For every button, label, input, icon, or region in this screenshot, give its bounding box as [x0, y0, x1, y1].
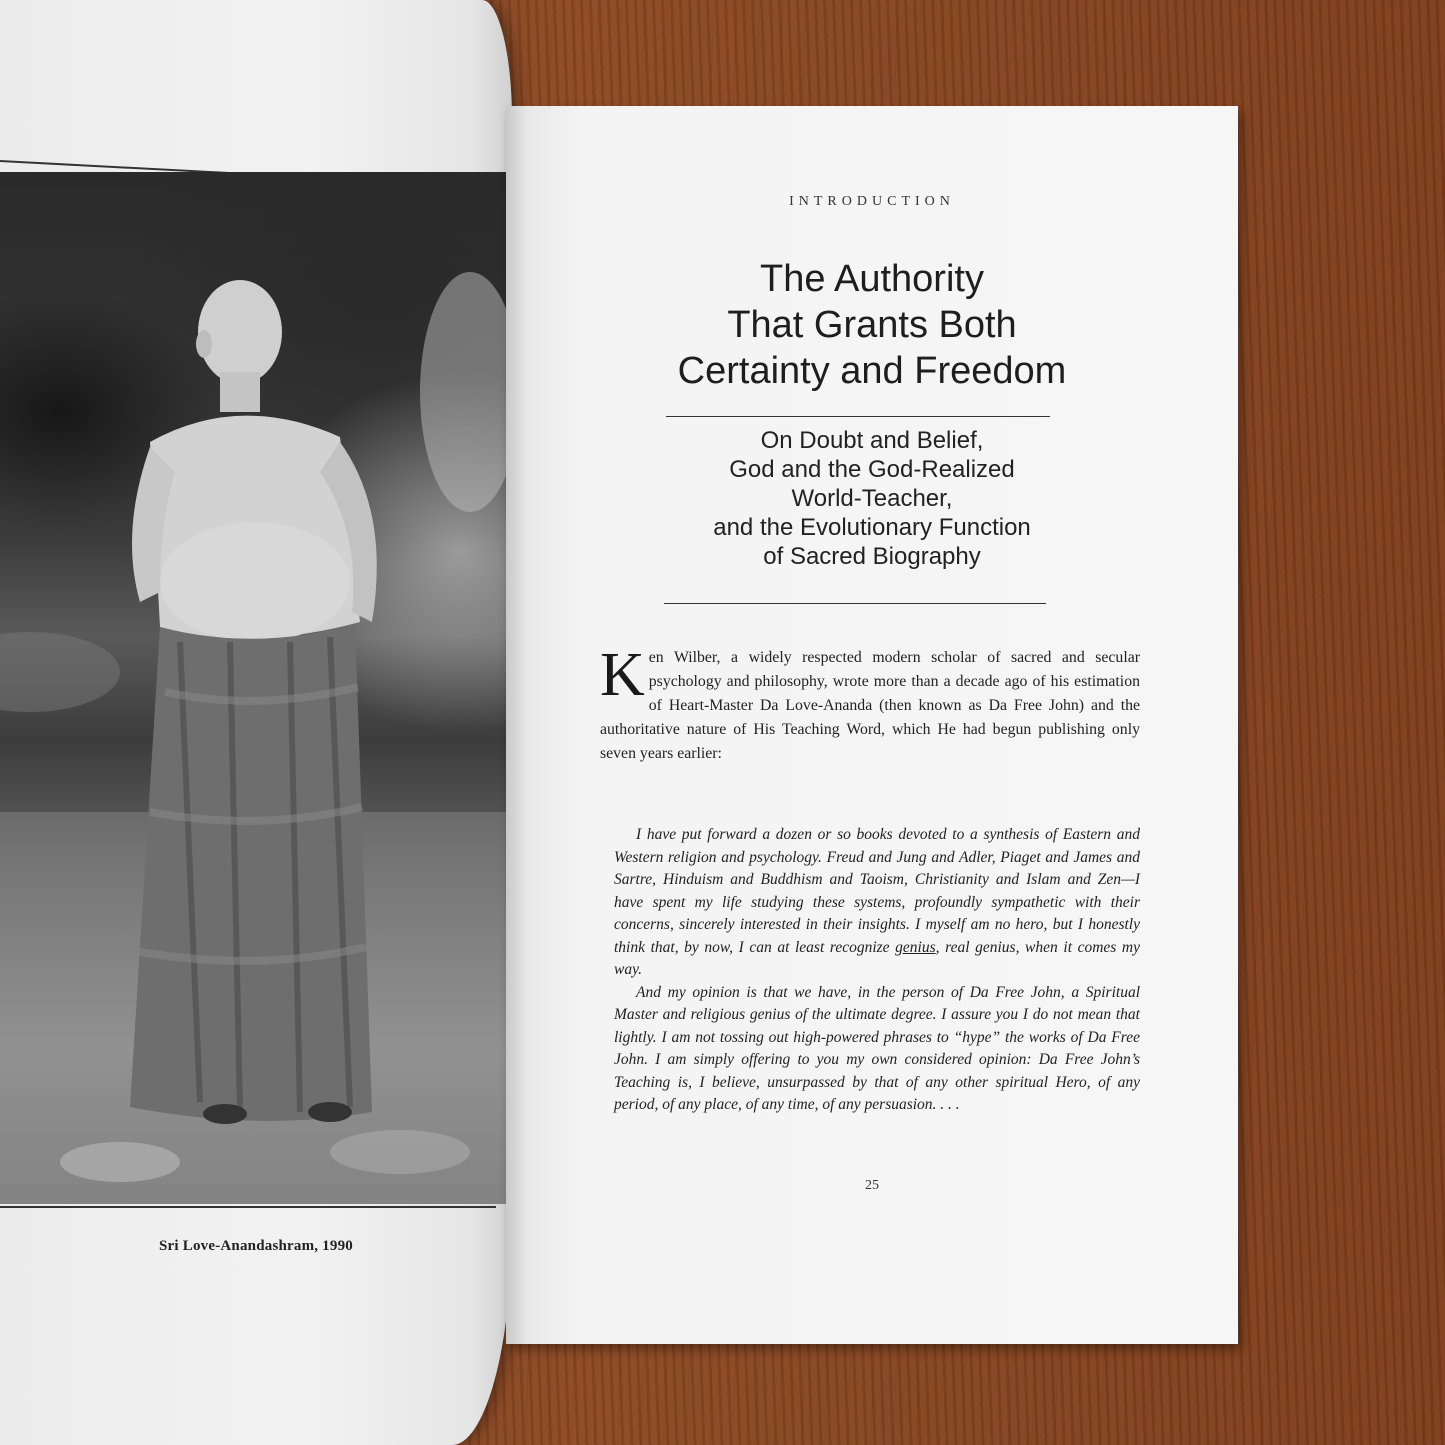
- subtitle-line: World-Teacher,: [791, 485, 953, 512]
- quote-text: , real genius, when it comes my way.: [614, 938, 1141, 978]
- right-page: [506, 106, 1238, 1344]
- intro-paragraph: [600, 641, 1140, 766]
- drop-cap: K: [600, 641, 645, 709]
- chapter-title: [506, 256, 1238, 394]
- intro-text: en Wilber, a widely respected modern scholar of sacred and secular psychology and philosophy, wrote more than a decade ago of his estimation of Heart-Master Da Love-Ananda (then known as Da Free John) and the authoritative nature of His Teaching Word, which He had begun publishing only seven years earlier:: [600, 649, 1140, 762]
- title-line: The Authority: [760, 258, 984, 300]
- quote-paragraph-2: And my opinion is that we have, in the person of Da Free John, a Spiritual Master and religious genius of the ultimate degree. I assure you I do not mean that lightly. I am not tossing out high-powered phrases to “hype” the works of Da Free John. I am simply offering to you my own considered opinion: Da Free John’s Teaching is, I believe, unsurpassed by that of any other spiritual Hero, of any period, of any place, of any time, of any persuasion. . . .: [614, 983, 1140, 1113]
- quote-paragraph-1: [614, 824, 1140, 982]
- section-label: INTRODUCTION: [789, 194, 955, 209]
- title-line: That Grants Both: [727, 304, 1017, 346]
- photo-caption: Sri Love-Anandashram, 1990: [159, 1238, 353, 1254]
- photo-bottom-rule: [0, 1206, 496, 1208]
- underlined-word: genius: [895, 938, 936, 956]
- subtitle-line: and the Evolutionary Function: [713, 514, 1031, 541]
- left-page: [0, 0, 512, 1445]
- block-quote: [614, 824, 1140, 1117]
- photograph: [0, 172, 506, 1204]
- page-number: 25: [865, 1178, 879, 1193]
- subtitle-line: God and the God-Realized: [729, 456, 1015, 483]
- title-rule-bottom: [664, 603, 1046, 604]
- standing-figure-illustration: [0, 172, 506, 1204]
- subtitle-line: of Sacred Biography: [763, 543, 981, 570]
- subtitle-line: On Doubt and Belief,: [760, 427, 984, 454]
- quote-text: I have put forward a dozen or so books devoted to a synthesis of Eastern and Western religion and psychology. Freud and Jung and Adler, Piaget and James and Sartre, Hinduism and Buddhism and Taoism, Christianity and Islam and Zen—I have spent my life studying these systems, profoundly sympathetic with their concerns, sincerely interested in their insights. I myself am no hero, but I honestly think that, by now, I can at least recognize: [614, 826, 1140, 956]
- title-line: Certainty and Freedom: [677, 350, 1067, 392]
- chapter-subtitle: [506, 426, 1238, 571]
- title-rule-top: [666, 416, 1050, 417]
